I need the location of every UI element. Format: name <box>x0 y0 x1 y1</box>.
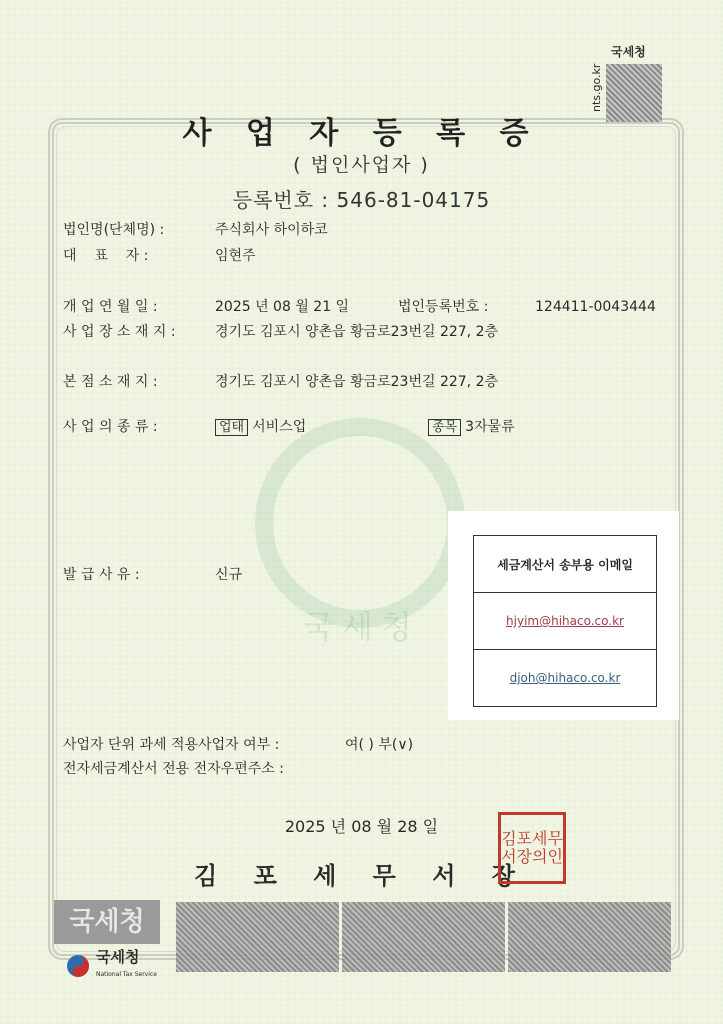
watermark-text: 국세청 <box>303 608 420 646</box>
barcode-2 <box>342 902 505 972</box>
nts-stamp: 국세청 <box>54 900 160 944</box>
agency-url: nts.go.kr <box>590 63 603 112</box>
rep-value: 임현주 <box>215 248 256 264</box>
issue-reason-value: 신규 <box>215 567 243 583</box>
biz-addr-value: 경기도 김포시 양촌읍 황금로23번길 227, 2층 <box>215 324 499 340</box>
agency-label: 국세청 <box>611 45 646 59</box>
corp-reg-value: 124411-0043444 <box>535 299 656 315</box>
issue-date: 2025 년 08 월 28 일 <box>284 817 439 836</box>
biz-type-label: 사 업 의 종 류 : <box>63 419 158 435</box>
page-subtitle: ( 법인사업자 ) <box>293 154 430 176</box>
email-item-1[interactable]: hjyim@hihaco.co.kr <box>474 593 656 650</box>
biz-addr-label: 사 업 장 소 재 지 : <box>63 324 176 340</box>
corp-reg-label: 법인등록번호 : <box>398 299 489 315</box>
open-date-value: 2025 년 08 월 21 일 <box>215 299 350 315</box>
category-tag: 업태 <box>215 419 248 436</box>
nts-emblem-icon <box>66 954 90 978</box>
biz-type-value <box>215 418 306 437</box>
einvoice-email-label: 전자세금계산서 전용 전자우편주소 : <box>63 761 284 777</box>
item-value: 3자물류 <box>465 419 515 435</box>
corp-name-label: 법인명(단체명) : <box>63 222 165 238</box>
email-item-2[interactable]: djoh@hihaco.co.kr <box>509 671 621 685</box>
corp-name-value: 주식회사 하이하코 <box>215 222 328 238</box>
nts-logo-sub: National Tax Service <box>96 971 157 978</box>
item-tag: 종목 <box>428 419 461 436</box>
open-date-label: 개 업 연 월 일 : <box>63 299 158 315</box>
issuing-office: 김 포 세 무 서 장 <box>194 862 529 890</box>
barcode-1 <box>176 902 339 972</box>
unit-tax-label: 사업자 단위 과세 적용사업자 여부 : <box>63 737 280 753</box>
email-table <box>473 535 657 707</box>
hq-addr-label: 본 점 소 재 지 : <box>63 374 158 390</box>
biz-item <box>428 418 515 437</box>
barcode-3 <box>508 902 671 972</box>
hq-addr-value: 경기도 김포시 양촌읍 황금로23번길 227, 2층 <box>215 374 499 390</box>
email-table-heading: 세금계산서 송부용 이메일 <box>474 536 656 593</box>
registration-number: 등록번호 : 546-81-04175 <box>232 188 491 212</box>
category-value: 서비스업 <box>252 419 307 435</box>
issue-reason-label: 발 급 사 유 : <box>63 567 140 583</box>
page-title: 사 업 자 등 록 증 <box>182 116 541 151</box>
nts-logo-text: 국세청 <box>96 948 140 966</box>
nts-logo <box>66 948 157 984</box>
unit-tax-value: 여( ) 부(∨) <box>345 737 414 753</box>
official-seal: 김포세무서장의인 <box>498 812 566 884</box>
rep-label: 대 표 자 : <box>63 248 149 264</box>
